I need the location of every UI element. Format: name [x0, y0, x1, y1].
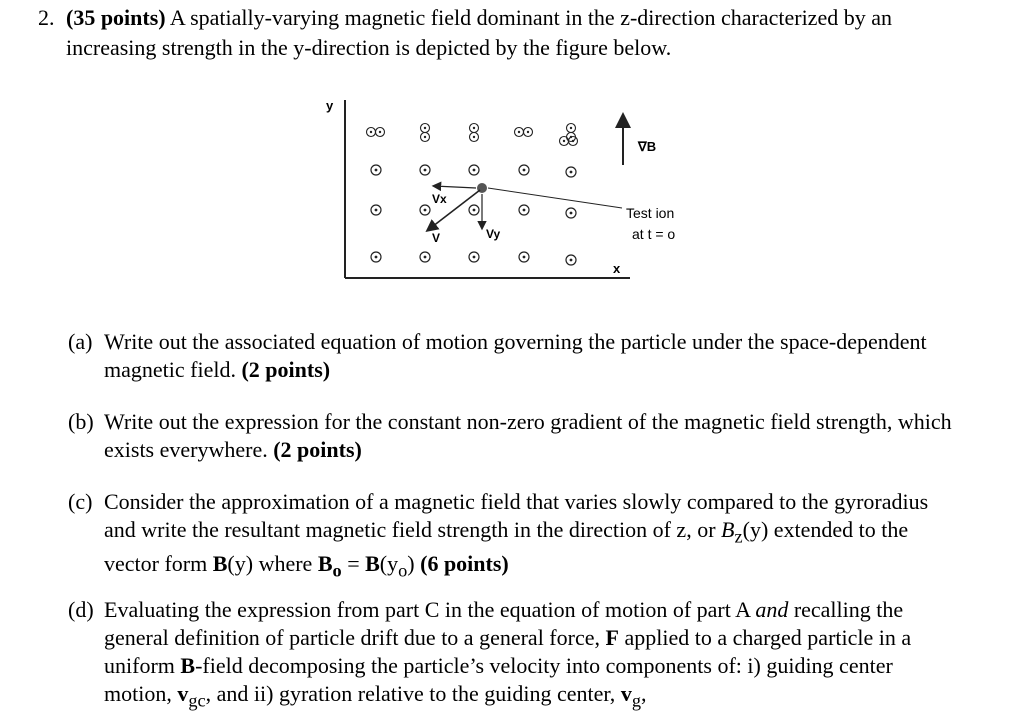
- part-b-points: (2 points): [273, 437, 362, 462]
- part-d-text-3: applied to a charged particle in a uniform: [104, 625, 912, 678]
- magnetic-field-figure: [300, 90, 720, 290]
- problem-text: A spatially-varying magnetic field dominant in the z-direction characterized by an increasing strength in the y-direction is depicted by the figure below.: [66, 5, 892, 60]
- y-axis-label: y: [326, 98, 334, 113]
- part-c-text-4: =: [341, 551, 366, 577]
- field-row-strong: [367, 124, 578, 146]
- part-a-letter: (a): [68, 329, 93, 354]
- part-b-text: Write out the expression for the constant non-zero gradient of the magnetic field strength, which exists everywhere.: [104, 409, 952, 462]
- part-c-text-1: Consider the approximation of a magnetic field that varies slowly compared to the gyroradius and write the resultant magnetic field strength in the direction of z, or: [104, 489, 929, 542]
- vgc-symbol: v: [177, 681, 189, 706]
- part-b-letter: (b): [68, 409, 94, 434]
- part-d-text-5: , and ii) gyration relative to the guiding center,: [205, 681, 621, 706]
- b-y0-symbol: B: [365, 551, 380, 577]
- b-vector-symbol: B: [212, 551, 228, 577]
- part-c-points: (6 points): [420, 551, 509, 577]
- vg-subscript: g: [631, 690, 641, 711]
- part-d-text-1: Evaluating the expression from part C in the equation of motion of part A: [104, 597, 756, 622]
- part-d-and: and: [755, 597, 789, 622]
- vy-label: Vy: [486, 227, 501, 241]
- field-row-weak: [371, 252, 576, 265]
- y0-subscript: o: [398, 560, 408, 581]
- b0-subscript: o: [332, 560, 342, 581]
- vgc-subscript: gc: [188, 690, 206, 711]
- bz-subscript: z: [734, 526, 743, 547]
- test-ion-pointer: [488, 188, 622, 208]
- problem-number: 2.: [38, 5, 55, 30]
- part-c-text-5: (y: [379, 551, 399, 577]
- part-a-text: Write out the associated equation of motion governing the particle under the space-dependent magnetic field.: [104, 329, 927, 382]
- vg-symbol: v: [620, 681, 632, 706]
- part-d-text-2: recalling the general definition of particle drift due to a general force,: [104, 597, 904, 650]
- bz-symbol: B: [721, 517, 735, 542]
- problem-points: (35 points): [66, 5, 166, 30]
- part-a-points: (2 points): [241, 357, 331, 382]
- vx-arrow: [434, 186, 476, 188]
- part-c-text-3: (y) where: [227, 551, 318, 577]
- vx-label: Vx: [432, 192, 447, 206]
- test-ion-label-line1: Test ion: [626, 205, 675, 221]
- test-ion-label-line2: at t = o: [632, 226, 676, 242]
- part-b-body: [104, 408, 964, 464]
- part-d-text-4: -field decomposing the particle’s velocity into components of: i) guiding center motion,: [104, 653, 893, 706]
- part-d-letter: (d): [68, 597, 94, 622]
- problem-body: [66, 3, 986, 63]
- part-c-letter: (c): [68, 489, 93, 514]
- part-c-text-6: ): [407, 551, 415, 577]
- field-row-2: [371, 165, 576, 177]
- part-d-text-6: ,: [640, 681, 647, 706]
- part-c-body: [104, 488, 964, 585]
- v-label: V: [432, 231, 441, 245]
- gradient-label: ∇B: [638, 139, 657, 154]
- part-d-body: [104, 596, 964, 714]
- part-a-body: [104, 328, 964, 384]
- b0-symbol: B: [317, 551, 333, 577]
- force-symbol: F: [605, 625, 619, 650]
- field-row-3: [371, 205, 576, 218]
- x-axis-label: x: [613, 261, 621, 276]
- part-c-text-2: (y) extended to the vector form: [104, 517, 909, 577]
- b-field-symbol: B: [180, 653, 196, 678]
